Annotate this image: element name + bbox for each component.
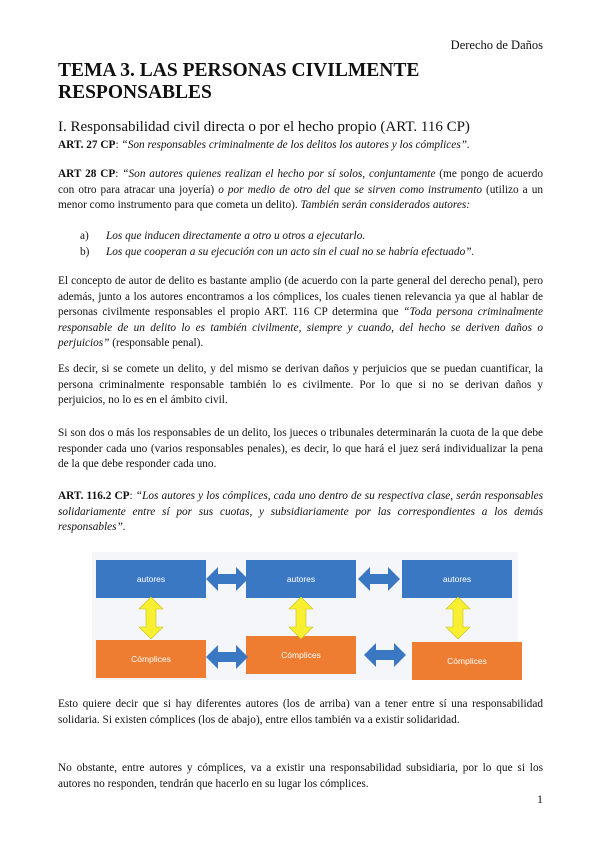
art28-aside-1: (me pongo de acuerdo con otro para atracar una joyería): [58, 168, 543, 196]
section-heading: I. Responsabilidad civil directa o por el hecho propio (ART. 116 CP): [58, 119, 470, 135]
art28-quote-3: También serán considerados autores:: [300, 199, 471, 212]
double-arrow-horizontal-icon: [358, 565, 400, 593]
double-arrow-vertical-icon: [287, 597, 315, 639]
autores-box: autores: [246, 560, 356, 598]
art27-paragraph: ART. 27 CP: “Son responsables criminalmente de los delitos los autores y los cómplices”.: [58, 139, 470, 151]
art1162-label: ART. 116.2 CP: [58, 490, 130, 502]
complices-box: Cómplices: [96, 640, 206, 678]
double-arrow-horizontal-icon: [206, 643, 248, 671]
autores-box: autores: [96, 560, 206, 598]
art28-list: [58, 229, 543, 260]
paragraph-es-decir: Es decir, si se comete un delito, y del mismo se derivan daños y perjuicios que se puedan cuantificar, la persona criminalmente responsable también lo es civilmente. Por lo que si no se derivan daños y perjuicios, no lo es en el ámbito civil.: [58, 363, 543, 407]
responsibility-diagram: [92, 552, 518, 680]
art27-label: ART. 27 CP: [58, 139, 116, 151]
art28-paragraph: ART 28 CP: “Son autores quienes realizan el hecho por sí solos, conjuntamente (me pongo de acuerdo con otro para atracar una joyería) o por medio de otro del que se sirven como instrumento (utilizo a un menor como instrumento para que cometa un delito). También serán considerados autores:: [58, 168, 543, 212]
complices-box: Cómplices: [412, 642, 522, 680]
running-header: Derecho de Daños: [450, 38, 543, 52]
paragraph-solidaria: Esto quiere decir que si hay diferentes autores (los de arriba) van a tener entre sí una responsabilidad solidaria. Si existen cómplices (los de abajo), entre ellos también va a existir solidaridad.: [58, 698, 543, 726]
double-arrow-vertical-icon: [444, 597, 472, 639]
art28-quote-1: “Son autores quienes realizan el hecho por sí solos, conjuntamente: [122, 168, 436, 180]
paragraph-subsidiaria: No obstante, entre autores y cómplices, va a existir una responsabilidad subsidiaria, por lo que si los autores no responden, tendrán que hacerlo en su lugar los cómplices.: [58, 762, 543, 790]
art1162-paragraph: ART. 116.2 CP: “Los autores y los cómplices, cada uno dentro de su respectiva clase, serán responsables solidariamente entre sí por sus cuotas, y subsidiariamente por las correspondientes a los demás responsables”.: [58, 490, 543, 534]
art116-quote: “Toda persona criminalmente responsable de un delito lo es también civilmente, siempre y cuando, del hecho se deriven daños o perjuicios”: [58, 306, 543, 350]
art1162-text: “Los autores y los cómplices, cada uno dentro de su respectiva clase, serán responsables solidariamente entre sí por sus cuotas, y subsidiariamente por las correspondientes a los demás responsables”.: [58, 490, 543, 534]
page-number: 1: [537, 792, 543, 806]
list-item: a) Los que inducen directamente a otro u otros a ejecutarlo.: [80, 230, 366, 242]
paragraph-autor-concept: El concepto de autor de delito es bastante amplio (de acuerdo con la parte general del derecho penal), pero además, junto a los autores encontramos a los cómplices, los cuales tienen relevancia ya que al hablar de personas civilmente responsables el propio ART. 116 CP determina que “Toda persona criminalmente responsable de un delito lo es también civilmente, siempre y cuando, del hecho se deriven daños o perjuicios” (responsable penal).: [58, 275, 543, 350]
page-title: TEMA 3. LAS PERSONAS CIVILMENTE RESPONSABLES: [58, 60, 420, 103]
double-arrow-horizontal-icon: [364, 641, 406, 669]
art28-quote-2: o por medio de otro del que se sirven como instrumento: [218, 183, 482, 196]
list-item: b) Los que cooperan a su ejecución con un acto sin el cual no se habría efectuado”.: [80, 245, 475, 258]
paragraph-varios-responsables: Si son dos o más los responsables de un delito, los jueces o tribunales determinarán la cuota de la que debe responder cada uno (varios responsables penales), es decir, lo que hará el juez será individualizar la pena de la que debe responder cada uno.: [58, 427, 543, 471]
complices-box: Cómplices: [246, 636, 356, 674]
double-arrow-vertical-icon: [137, 597, 165, 639]
art28-label: ART 28 CP: [58, 168, 116, 180]
double-arrow-horizontal-icon: [206, 565, 248, 593]
autores-box: autores: [402, 560, 512, 598]
art28-aside-2: (utilizo a un menor como instrumento para que cometa un delito).: [58, 183, 543, 212]
art27-text: “Son responsables criminalmente de los delitos los autores y los cómplices”.: [121, 139, 470, 151]
